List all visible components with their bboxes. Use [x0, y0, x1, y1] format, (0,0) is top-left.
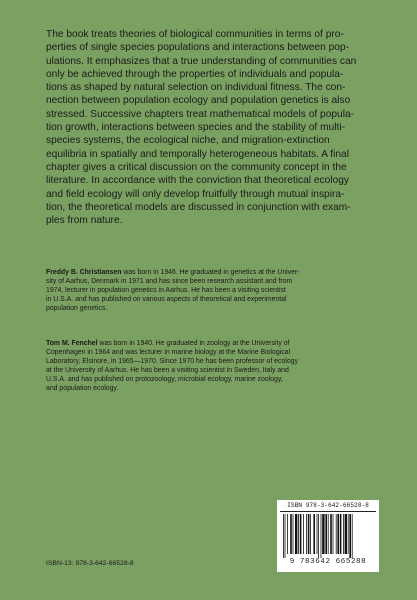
isbn-text: ISBN-13: 978-3-642-66528-8 [46, 560, 134, 567]
barcode-bar [306, 514, 307, 554]
blurb-line: tion growth, interactions between species and the stability of multi- [46, 122, 345, 134]
barcode-bar [290, 514, 292, 554]
barcode-bar [303, 514, 304, 554]
barcode-bar [318, 514, 319, 558]
bio-line: was born in 1946. He graduated in genetics at the Univer- [121, 269, 300, 276]
barcode-bar [283, 514, 284, 558]
author-bio-christiansen [46, 268, 376, 313]
blurb-line: equilibria in spatially and temporally heterogeneous habitats. A final [46, 148, 349, 160]
barcode-bar [348, 514, 349, 554]
barcode-bar [349, 514, 351, 558]
blurb-line: tion, the theoretical models are discussed in conjunction with exam- [46, 201, 351, 213]
barcode-bar [325, 514, 327, 554]
barcode-bar [333, 514, 334, 554]
bio-line: Copenhagen in 1964 and was lecturer in marine biology at the Marine Biological [46, 349, 291, 357]
barcode-bar [328, 514, 329, 554]
barcode-bar [343, 514, 344, 554]
blurb-line: tions as shaped by natural selection on individual fitness. The con- [46, 82, 346, 94]
blurb-line: ulations. It emphasizes that a true understanding of communities can [46, 55, 357, 67]
barcode-bar [310, 514, 311, 554]
author-name: Freddy B. Christiansen [46, 269, 122, 276]
blurb-line: perties of single species populations and interactions between pop- [46, 42, 349, 54]
barcode-bar [337, 514, 339, 554]
blurb-line: The book treats theories of biological communities in terms of pro- [46, 29, 344, 40]
barcode-bar [295, 514, 297, 554]
barcode-isbn-label: ISBN 978-3-642-66528-8 [280, 502, 376, 512]
bio-line: in U.S.A. and has published on various aspects of theoretical and experimental [46, 296, 287, 304]
barcode-bar [298, 514, 299, 554]
barcode-bar [287, 514, 288, 554]
barcode-bar [321, 514, 322, 558]
bio-line: sity of Aarhus, Denmark in 1971 and has since been research assistant and from [46, 278, 293, 286]
barcode-bar [285, 514, 286, 558]
bio-line: population genetics. [46, 305, 108, 313]
blurb-line: literature. In accordance with the conviction that theoretical ecology [46, 175, 349, 187]
blurb-line: chapter gives a critical discussion on the community concept in the [46, 161, 347, 173]
bio-line: 1974, lecturer in population genetics in Aarhus. He has been a visiting scientist [46, 287, 286, 295]
bio-line: Laboratory, Elsinore, in 1965—1970. Since 1970 he has been professor of ecology [46, 358, 298, 366]
blurb-line: only be achieved through the properties of individuals and popula- [46, 68, 344, 80]
barcode-bar [308, 514, 310, 554]
barcode-bar [313, 514, 315, 554]
author-name: Tom M. Fenchel [46, 340, 98, 347]
bio-line: and population ecology. [46, 385, 119, 393]
barcode [277, 500, 379, 572]
blurb-line: stressed. Successive chapters treat mathematical models of popula- [46, 108, 355, 120]
barcode-bar [300, 514, 302, 554]
bio-line: at the University of Aarhus. He has been a visiting scientist in Sweden, Italy and [46, 367, 289, 375]
blurb-line: ples from nature. [46, 215, 123, 227]
blurb-line: and field ecology will only develop fruitfully through mutual inspira- [46, 188, 345, 200]
barcode-bar [293, 514, 294, 554]
blurb-line: species systems, the ecological niche, and migration-extinction [46, 135, 330, 147]
barcode-bar [345, 514, 347, 554]
bio-line: U.S.A. and has published on protozoology, microbial ecology, marine zoology, [46, 376, 283, 384]
book-description [46, 28, 378, 227]
barcode-bar [322, 514, 324, 554]
barcode-bars [282, 514, 374, 558]
barcode-bar [352, 514, 353, 558]
barcode-bar [330, 514, 332, 554]
barcode-bar [336, 514, 337, 554]
bio-line: was born in 1940. He graduated in zoology at the University of [97, 340, 290, 347]
author-bio-fenchel [46, 339, 376, 394]
barcode-digits: 9 783642 665288 [289, 558, 367, 566]
blurb-line: nection between population ecology and population genetics is also [46, 95, 351, 107]
barcode-bar [340, 514, 342, 554]
barcode-bar [317, 514, 318, 554]
